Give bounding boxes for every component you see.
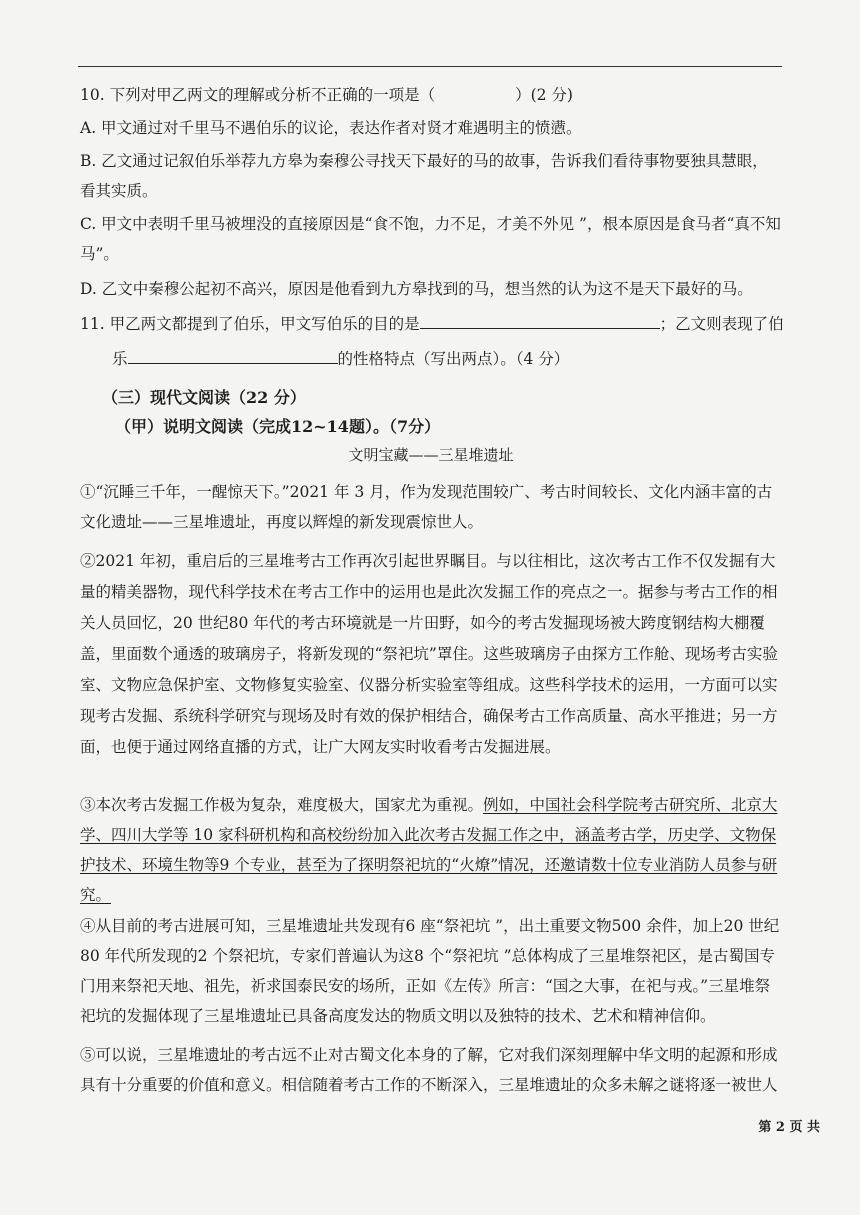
q10-option-d: D. 乙文中秦穆公起初不高兴，原因是他看到九方皋找到的马，想当然的认为这不是天下最好的马。 bbox=[80, 280, 753, 298]
q10-stem-text: 10. 下列对甲乙两文的理解或分析不正确的一项是（ bbox=[80, 86, 436, 104]
q11-text-1: 11. 甲乙两文都提到了伯乐，甲文写伯乐的目的是 bbox=[80, 315, 420, 333]
article-paragraph-4: ④从目前的考古进展可知，三星堆遗址共发现有6 座“祭祀坑 ”，出土重要文物500 余件，加上20 世纪 80 年代所发现的2 个祭祀坑，专家们普遍认为这8 个“祭祀坑 ”总体构成了三星堆祭祀区，是古蜀国专门用来祭祀天地、祖先，祈求国泰民安的场所，正如《左传》所言：“国之大事，在祀与戎。”三星堆祭祀坑的发掘体现了三星堆遗址已具备高度发达的物质文明以及独特的技术、艺术和精神信仰。 bbox=[80, 917, 780, 1025]
q10-option-a: A. 甲文通过对千里马不遇伯乐的议论，表达作者对贤才难遇明主的愤懑。 bbox=[80, 119, 582, 137]
article-paragraph-5: ⑤可以说，三星堆遗址的考古远不止对古蜀文化本身的了解，它对我们深刻理解中华文明的起源和形成具有十分重要的价值和意义。相信随着考古工作的不断深入，三星堆遗址的众多未解之谜将逐一被世人 bbox=[80, 1046, 778, 1094]
q10-stem bbox=[80, 80, 782, 110]
q11-text-4: 的性格特点（写出两点）。（4 分） bbox=[337, 350, 570, 368]
article-paragraph-2: ②2021 年初，重启后的三星堆考古工作再次引起世界瞩目。与以往相比，这次考古工作不仅发掘有大量的精美器物，现代科学技术在考古工作中的运用也是此次发掘工作的亮点之一。据参与考古工作的相关人员回忆，20 世纪80 年代的考古环境就是一片田野，如今的考古发掘现场被大跨度钢结构大棚覆盖，里面数个通透的玻璃房子，将新发现的“祭祀坑”罩住。这些玻璃房子由探方工作舱、现场考古实验室、文物应急保护室、文物修复实验室、仪器分析实验室等组成。这些科学技术的运用，一方面可以实现考古发掘、系统科学研究与现场及时有效的保护相结合，确保考古工作高质量、高水平推进；另一方面，也便于通过网络直播的方式，让广大网友实时收看考古发掘进展。 bbox=[80, 552, 778, 756]
section-title: （三）现代文阅读（22 分） bbox=[102, 388, 306, 407]
article-paragraph-3 bbox=[80, 790, 782, 910]
q11-answer-blank-2[interactable] bbox=[128, 345, 338, 364]
q11-line2 bbox=[112, 344, 814, 374]
top-divider bbox=[78, 66, 782, 67]
page-number: 第 2 页 共 bbox=[758, 1120, 820, 1135]
q11-answer-blank-1[interactable] bbox=[420, 310, 660, 329]
q11-text-3: 乐 bbox=[112, 350, 128, 368]
q11-line1 bbox=[80, 309, 782, 339]
q10-score: ）(2 分) bbox=[515, 86, 573, 104]
article-title: 文明宝藏——三星堆遗址 bbox=[348, 446, 514, 464]
q11-text-2: ；乙文则表现了伯 bbox=[659, 315, 784, 333]
paragraph-3-underlined: 例如，中国社会科学院考古研究所、北京大学、四川大学等 10 家科研机构和高校纷纷加入此次考古发掘工作之中，涵盖考古学，历史学、文物保护技术、环境生物等9 个专业，甚至为了探明祭祀坑的“火燎”情况，还邀请数十位专业消防人员参与研究。 bbox=[80, 796, 778, 904]
q10-option-c: C. 甲文中表明千里马被埋没的直接原因是“食不饱，力不足，才美不外见 ”，根本原因是食马者“真不知马”。 bbox=[80, 215, 781, 263]
paragraph-3-lead: ③本次考古发掘工作极为复杂，难度极大，国家尤为重视。 bbox=[80, 796, 484, 814]
article-paragraph-1: ①“沉睡三千年，一醒惊天下。”2021 年 3 月，作为发现范围较广、考古时间较长、文化内涵丰富的古文化遗址——三星堆遗址，再度以辉煌的新发现震惊世人。 bbox=[80, 483, 773, 531]
section-subtitle: （甲）说明文阅读（完成12~14题）。（7分） bbox=[115, 417, 441, 436]
q10-option-b: B. 乙文通过记叙伯乐举荐九方皋为秦穆公寻找天下最好的马的故事，告诉我们看待事物要独具慧眼，看其实质。 bbox=[80, 152, 768, 200]
